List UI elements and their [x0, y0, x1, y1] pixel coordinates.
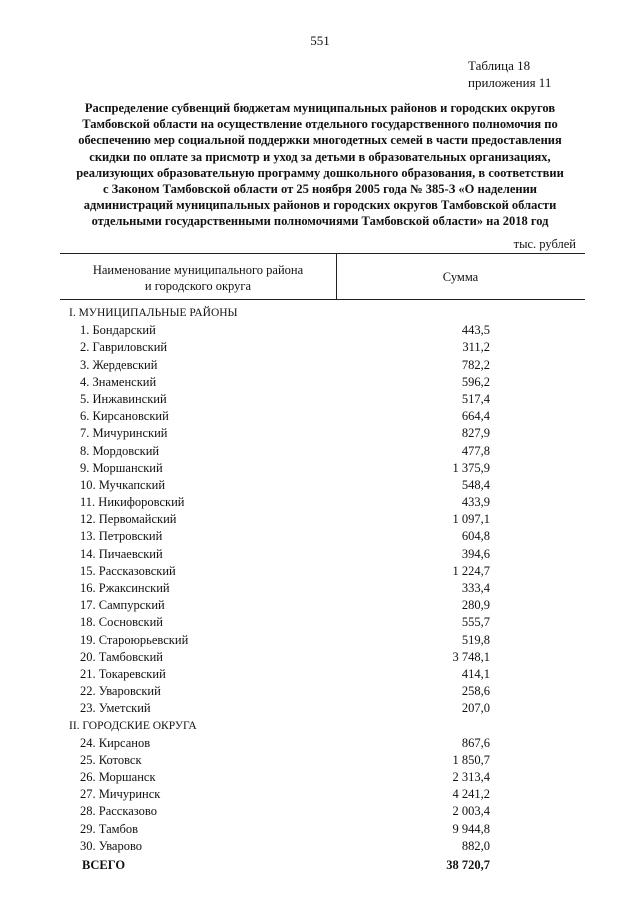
table-row [0, 821, 640, 838]
territory-name: 25. Котовск [80, 752, 142, 767]
title-line: скидки по оплате за присмотр и уход за детьми в образовательных организациях, [89, 149, 551, 164]
territory-name: 18. Сосновский [80, 615, 163, 630]
territory-name: 20. Тамбовский [80, 649, 163, 664]
table-row [0, 683, 640, 700]
table-row [0, 666, 640, 683]
table-row [0, 391, 640, 408]
amount-value: 555,7 [461, 615, 490, 630]
amount-value: 3 748,1 [452, 649, 490, 664]
column-header-name [62, 262, 334, 294]
amount-value: 596,2 [461, 374, 490, 389]
amount-value: 414,1 [461, 666, 490, 681]
amount-value: 333,4 [461, 581, 490, 595]
table-row [0, 339, 640, 356]
column-header-name-line2: и городского округа [144, 279, 252, 293]
territory-name: 15. Рассказовский [80, 563, 176, 578]
table-row [0, 460, 640, 477]
territory-name: 14. Пичаевский [80, 546, 163, 561]
column-header-sum: Сумма [442, 270, 479, 284]
total-row [0, 855, 640, 875]
territory-name: 30. Уварово [80, 838, 143, 853]
total-value: 38 720,7 [446, 858, 490, 872]
territory-name: 7. Мичуринский [80, 426, 168, 441]
table-row [0, 649, 640, 666]
total-label: ВСЕГО [82, 858, 126, 872]
amount-value: 1 375,9 [452, 460, 490, 475]
table-row [0, 786, 640, 803]
amount-value: 207,0 [461, 701, 490, 716]
amount-value: 2 003,4 [452, 804, 490, 819]
amount-value: 1 224,7 [452, 563, 490, 578]
territory-name: 8. Мордовский [80, 443, 160, 458]
amount-value: 517,4 [461, 391, 490, 406]
table-row [0, 580, 640, 597]
table-body [0, 305, 640, 875]
title-line: Распределение субвенций бюджетам муниципальных районов и городских округов [84, 101, 556, 115]
table-row [0, 357, 640, 374]
amount-value: 604,8 [461, 529, 490, 544]
territory-name: 9. Моршанский [80, 460, 163, 475]
territory-name: 19. Староюрьевский [80, 632, 189, 647]
territory-name: 26. Моршанск [80, 770, 156, 785]
territory-name: 17. Сампурский [80, 598, 165, 613]
territory-name: 27. Мичуринск [80, 787, 161, 802]
document-title [70, 100, 570, 230]
territory-name: 1. Бондарский [80, 323, 156, 338]
amount-value: 443,5 [461, 323, 490, 338]
title-line: с Законом Тамбовской области от 25 ноября 2005 года № 385-З «О наделении [102, 182, 538, 197]
territory-name: 5. Инжавинский [80, 391, 167, 406]
table-row [0, 563, 640, 580]
table-row [0, 838, 640, 855]
territory-name: 2. Гавриловский [80, 340, 168, 355]
amount-value: 882,0 [461, 838, 490, 853]
table-row [0, 735, 640, 752]
territory-name: 28. Рассказово [80, 804, 157, 819]
table-row [0, 408, 640, 425]
territory-name: 21. Токаревский [80, 666, 166, 681]
header-bottom-border [60, 299, 585, 300]
territory-name: 23. Уметский [80, 701, 151, 716]
table-row [0, 769, 640, 786]
amount-value: 280,9 [461, 598, 490, 613]
title-line: обеспечению мер социальной поддержки многодетных семей в части предоставления [78, 133, 562, 148]
title-line: реализующих образовательную программу дошкольного образования, в соответствии [76, 165, 564, 180]
amount-value: 311,2 [462, 340, 490, 355]
title-line: администраций муниципальных районов и городских округов Тамбовской области [83, 198, 557, 213]
territory-name: 22. Уваровский [80, 684, 161, 699]
territory-name: 11. Никифоровский [80, 495, 185, 510]
section-title: I. МУНИЦИПАЛЬНЫЕ РАЙОНЫ [69, 307, 238, 319]
amount-value: 394,6 [461, 546, 490, 561]
territory-name: 24. Кирсанов [80, 735, 151, 750]
title-line: отдельными государственными полномочиями Тамбовской области» на 2018 год [91, 214, 549, 229]
table-row [0, 322, 640, 339]
territory-name: 10. Мучкапский [80, 477, 166, 492]
table-row [0, 528, 640, 545]
territory-name: 12. Первомайский [80, 512, 177, 527]
annex-appendix-label: приложения 11 [468, 75, 552, 90]
territory-name: 4. Знаменский [80, 374, 157, 389]
table-row [0, 374, 640, 391]
section-header-row [0, 718, 640, 735]
table-row [0, 546, 640, 563]
table-row [0, 477, 640, 494]
table-top-border [60, 253, 585, 254]
territory-name: 6. Кирсановский [80, 409, 169, 424]
amount-value: 1 097,1 [452, 512, 490, 527]
amount-value: 664,4 [461, 409, 490, 424]
table-row [0, 700, 640, 717]
territory-name: 16. Ржаксинский [80, 581, 170, 595]
amount-value: 548,4 [461, 477, 490, 492]
section-header-row [0, 305, 640, 322]
amount-value: 782,2 [461, 357, 490, 372]
amount-value: 9 944,8 [452, 821, 490, 836]
header-column-divider [336, 253, 337, 299]
annex-table-label: Таблица 18 [468, 58, 531, 73]
table-row [0, 614, 640, 631]
annex-reference [468, 57, 551, 91]
table-row [0, 443, 640, 460]
territory-name: 29. Тамбов [80, 821, 139, 836]
amount-value: 477,8 [461, 443, 490, 458]
amount-value: 827,9 [461, 426, 490, 441]
column-header-name-line1: Наименование муниципального района [92, 263, 304, 277]
amount-value: 433,9 [461, 495, 490, 510]
table-row [0, 752, 640, 769]
amount-value: 4 241,2 [452, 787, 490, 802]
territory-name: 3. Жердевский [80, 357, 158, 372]
table-row [0, 494, 640, 511]
units-label: тыс. рублей [513, 237, 576, 251]
table-row [0, 597, 640, 614]
amount-value: 2 313,4 [452, 770, 490, 785]
section-title: II. ГОРОДСКИЕ ОКРУГА [69, 719, 197, 732]
amount-value: 519,8 [461, 632, 490, 647]
table-row [0, 425, 640, 442]
title-line: Тамбовской области на осуществление отдельного государственного полномочия по [82, 117, 558, 132]
territory-name: 13. Петровский [80, 529, 163, 544]
amount-value: 867,6 [461, 735, 490, 750]
table-row [0, 511, 640, 528]
page-number: 551 [310, 33, 330, 48]
amount-value: 1 850,7 [452, 752, 490, 767]
amount-value: 258,6 [461, 684, 490, 699]
table-row [0, 632, 640, 649]
table-row [0, 803, 640, 820]
